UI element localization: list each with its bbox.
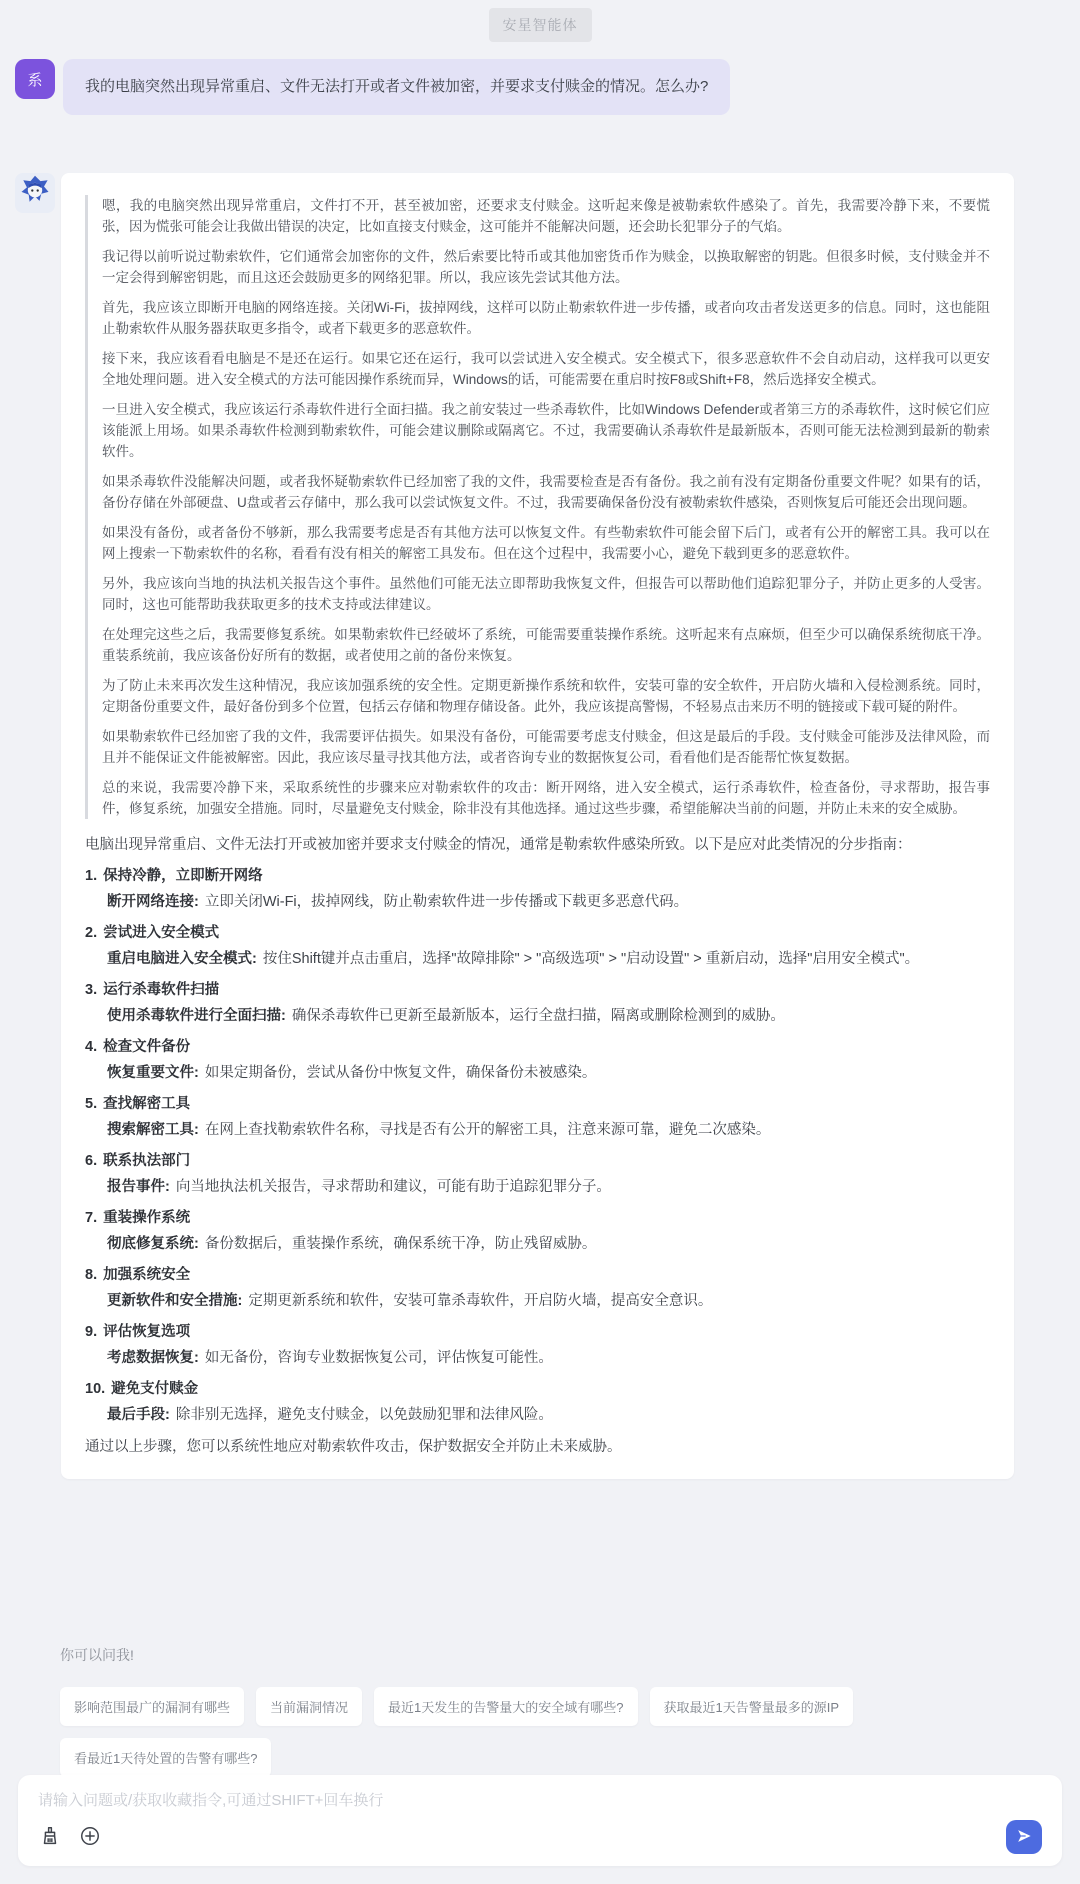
step-title: 3. 运行杀毒软件扫描 [85,982,220,998]
send-button[interactable] [1006,1820,1042,1854]
composer [18,1775,1062,1866]
step-title: 2. 尝试进入安全模式 [85,925,220,941]
add-attachment-button[interactable] [78,1825,102,1849]
step-item [85,1206,990,1256]
step-item [85,1092,990,1142]
suggestion-chip[interactable]: 当前漏洞情况 [256,1687,362,1726]
robot-avatar-icon [17,173,53,213]
thinking-paragraph: 我记得以前听说过勒索软件，它们通常会加密你的文件，然后索要比特币或其他加密货币作为赎金，以换取解密的钥匙。但很多时候，支付赎金并不一定会得到解密钥匙，而且这还会鼓励更多的网络犯罪。所以，我应该先尝试其他方法。 [102,249,990,285]
step-title: 9. 评估恢复选项 [85,1324,191,1340]
user-message-bubble: 我的电脑突然出现异常重启、文件无法打开或者文件被加密，并要求支付赎金的情况。怎么办? [63,59,730,115]
step-item [85,864,990,914]
clear-context-button[interactable] [38,1825,62,1849]
step-item [85,1263,990,1313]
composer-toolbar [38,1820,1042,1854]
thinking-paragraph: 如果勒索软件已经加密了我的文件，我需要评估损失。如果没有备份，可能需要考虑支付赎金，但这是最后的手段。支付赎金可能涉及法律风险，而且并不能保证文件能被解密。因此，我应该尽量寻找其他方法，或者咨询专业的数据恢复公司，看看他们是否能帮忙恢复数据。 [102,729,990,765]
step-description: 彻底修复系统: 备份数据后，重装操作系统，确保系统干净，防止残留威胁。 [107,1236,597,1252]
step-description: 报告事件: 向当地执法机关报告，寻求帮助和建议，可能有助于追踪犯罪分子。 [107,1179,611,1195]
broom-icon [39,1825,61,1850]
step-description: 考虑数据恢复: 如无备份，咨询专业数据恢复公司，评估恢复可能性。 [107,1350,553,1366]
steps-list [85,864,990,1427]
suggestions-label: 你可以问我! [60,1647,134,1663]
send-icon [1014,1826,1034,1849]
thinking-paragraph: 在处理完这些之后，我需要修复系统。如果勒索软件已经破坏了系统，可能需要重装操作系统。这听起来有点麻烦，但至少可以确保系统彻底干净。重装系统前，我应该备份好所有的数据，或者使用之前的备份来恢复。 [102,627,990,663]
message-input[interactable] [38,1789,1042,1813]
thinking-paragraph: 嗯，我的电脑突然出现异常重启，文件打不开，甚至被加密，还要求支付赎金。这听起来像是被勒索软件感染了。首先，我需要冷静下来，不要慌张，因为慌张可能会让我做出错误的决定，比如直接支付赎金，这可能并不能解决问题，还会助长犯罪分子的气焰。 [102,198,990,234]
answer-conclusion: 通过以上步骤，您可以系统性地应对勒索软件攻击，保护数据安全并防止未来威胁。 [85,1439,622,1455]
assistant-avatar [15,173,55,213]
step-title: 4. 检查文件备份 [85,1039,191,1055]
assistant-message-row [15,173,1014,1479]
thinking-paragraph: 首先，我应该立即断开电脑的网络连接。关闭Wi-Fi，拔掉网线，这样可以防止勒索软件进一步传播，或者向攻击者发送更多的信息。同时，这也能阻止勒索软件从服务器获取更多指令，或者下载更多的恶意软件。 [102,300,990,336]
suggestion-chip[interactable]: 获取最近1天告警量最多的源IP [650,1687,854,1726]
thinking-paragraph: 另外，我应该向当地的执法机关报告这个事件。虽然他们可能无法立即帮助我恢复文件，但报告可以帮助他们追踪犯罪分子，并防止更多的人受害。同时，这也可能帮助我获取更多的技术支持或法律建议。 [102,576,990,612]
step-title: 5. 查找解密工具 [85,1096,191,1112]
step-item [85,1320,990,1370]
suggestion-chip[interactable]: 看最近1天待处置的告警有哪些? [60,1738,271,1777]
user-message-row [15,59,1065,115]
step-title: 1. 保持冷静，立即断开网络 [85,868,263,884]
thinking-paragraph: 如果没有备份，或者备份不够新，那么我需要考虑是否有其他方法可以恢复文件。有些勒索软件可能会留下后门，或者有公开的解密工具。我可以在网上搜索一下勒索软件的名称，看看有没有相关的解密工具发布。但在这个过程中，我需要小心，避免下载到更多的恶意软件。 [102,525,990,561]
step-item [85,978,990,1028]
step-description: 断开网络连接: 立即关闭Wi-Fi，拔掉网线，防止勒索软件进一步传播或下载更多恶意代码。 [107,894,689,910]
step-title: 8. 加强系统安全 [85,1267,191,1283]
step-item [85,1035,990,1085]
suggestions-section [60,1645,1016,1777]
step-description: 重启电脑进入安全模式: 按住Shift键并点击重启，选择"故障排除" > "高级选项" > "启动设置" > 重新启动，选择"启用安全模式"。 [107,951,920,967]
step-item [85,921,990,971]
step-description: 使用杀毒软件进行全面扫描: 确保杀毒软件已更新至最新版本，运行全盘扫描，隔离或删除检测到的威胁。 [107,1008,785,1024]
step-description: 搜索解密工具: 在网上查找勒索软件名称，寻找是否有公开的解密工具，注意来源可靠，避免二次感染。 [107,1122,771,1138]
step-description: 更新软件和安全措施: 定期更新系统和软件，安装可靠杀毒软件，开启防火墙，提高安全意识。 [107,1293,713,1309]
step-title: 7. 重装操作系统 [85,1210,191,1226]
step-title: 10. 避免支付赎金 [85,1381,199,1397]
step-item [85,1377,990,1427]
assistant-message-card [61,173,1014,1479]
agent-title-badge: 安星智能体 [489,8,592,42]
header [0,0,1080,42]
thinking-quote [85,195,990,819]
thinking-paragraph: 接下来，我应该看看电脑是不是还在运行。如果它还在运行，我可以尝试进入安全模式。安全模式下，很多恶意软件不会自动启动，这样我可以更安全地处理问题。进入安全模式的方法可能因操作系统而异，Windows的话，可能需要在重启时按F8或Shift+F8，然后选择安全模式。 [102,351,990,387]
user-avatar: 系 [15,59,55,99]
thinking-paragraph: 为了防止未来再次发生这种情况，我应该加强系统的安全性。定期更新操作系统和软件，安装可靠的安全软件，开启防火墙和入侵检测系统。同时，定期备份重要文件，最好备份到多个位置，包括云存储和物理存储设备。此外，我应该提高警惕，不轻易点击来历不明的链接或下载可疑的附件。 [102,678,990,714]
suggestion-chip[interactable]: 最近1天发生的告警量大的安全域有哪些? [374,1687,637,1726]
step-title: 6. 联系执法部门 [85,1153,191,1169]
step-description: 恢复重要文件: 如果定期备份，尝试从备份中恢复文件，确保备份未被感染。 [107,1065,597,1081]
thinking-paragraph: 如果杀毒软件没能解决问题，或者我怀疑勒索软件已经加密了我的文件，我需要检查是否有备份。我之前有没有定期备份重要文件呢？如果有的话，备份存储在外部硬盘、U盘或者云存储中，那么我可以尝试恢复文件。不过，我需要确保备份没有被勒索软件感染，否则恢复后可能还会出现问题。 [102,474,990,510]
suggestion-chips [60,1687,1016,1777]
suggestion-chip[interactable]: 影响范围最广的漏洞有哪些 [60,1687,244,1726]
thinking-paragraph: 一旦进入安全模式，我应该运行杀毒软件进行全面扫描。我之前安装过一些杀毒软件，比如Windows Defender或者第三方的杀毒软件，这时候它们应该能派上用场。如果杀毒软件检测到勒索软件，可能会建议删除或隔离它。不过，我需要确认杀毒软件是最新版本，否则可能无法检测到最新的勒索软件。 [102,402,990,459]
step-description: 最后手段: 除非别无选择，避免支付赎金，以免鼓励犯罪和法律风险。 [107,1407,553,1423]
answer-intro: 电脑出现异常重启、文件无法打开或被加密并要求支付赎金的情况，通常是勒索软件感染所致。以下是应对此类情况的分步指南： [85,837,912,853]
plus-circle-icon [79,1825,101,1850]
step-item [85,1149,990,1199]
thinking-paragraph: 总的来说，我需要冷静下来，采取系统性的步骤来应对勒索软件的攻击：断开网络，进入安全模式，运行杀毒软件，检查备份，寻求帮助，报告事件，修复系统，加强安全措施。同时，尽量避免支付赎金，除非没有其他选择。通过这些步骤，希望能解决当前的问题，并防止未来的安全威胁。 [102,780,990,816]
